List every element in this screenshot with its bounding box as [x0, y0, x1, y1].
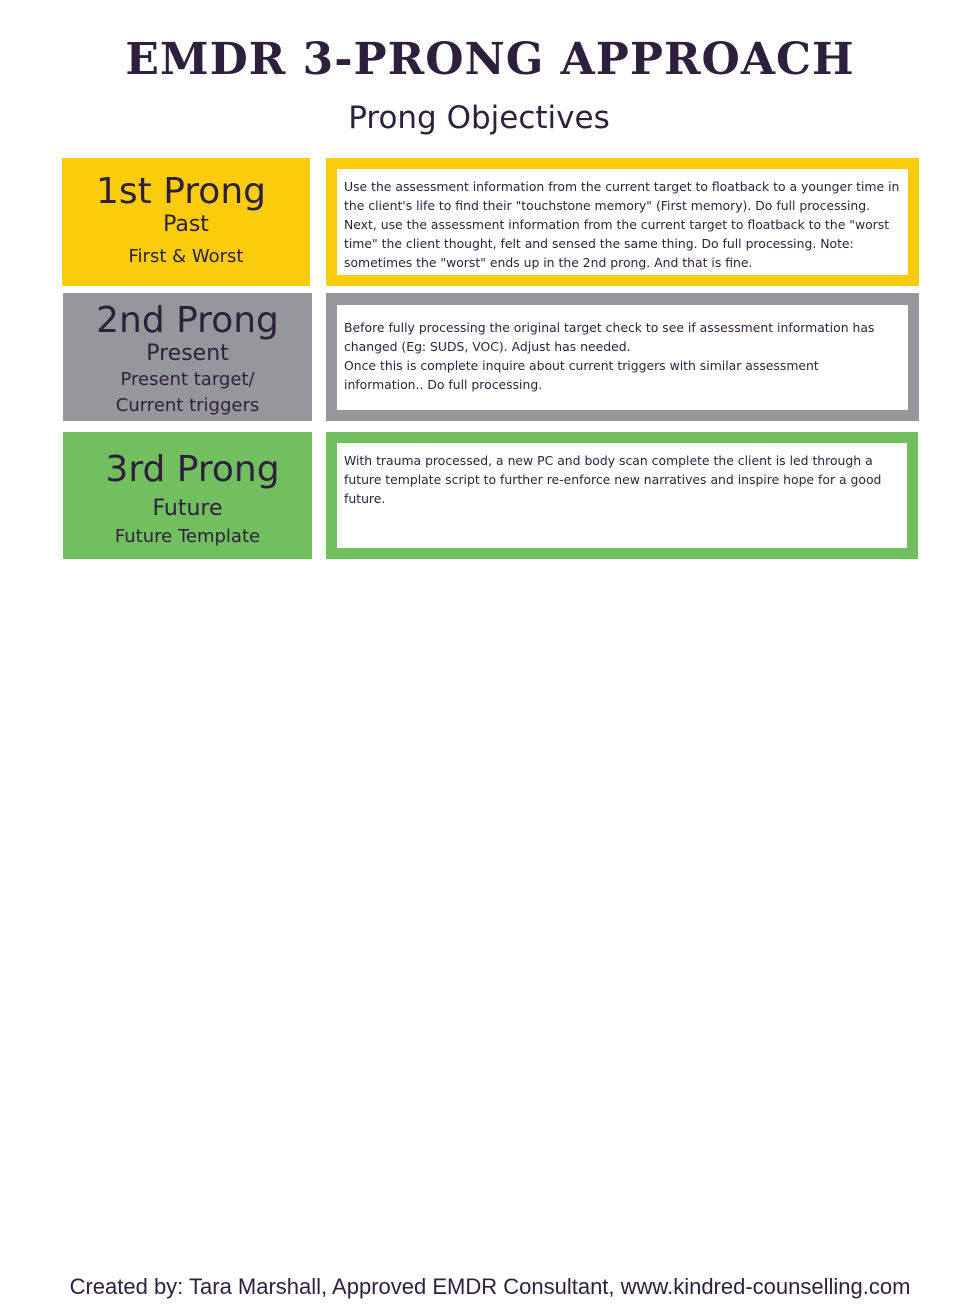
prong-2-paragraph-1: Before fully processing the original target check to see if assessment information has changed (Eg: SUDS, VOC). Adjust has needed.: [344, 320, 875, 354]
page-title: EMDR 3-PRONG APPROACH: [125, 34, 855, 85]
prong-1-detail: First & Worst: [128, 246, 244, 267]
prong-1-description-box: [326, 158, 919, 286]
prong-2-heading: 2nd Prong: [96, 300, 279, 341]
prong-3-description-box: [326, 432, 918, 559]
prong-1-heading: 1st Prong: [96, 171, 266, 212]
prong-3-paragraph-1: With trauma processed, a new PC and body scan complete the client is led through a future template script to further re-enforce new narratives and inspire hope for a good future.: [344, 453, 882, 506]
prong-2-subheading: Present: [146, 341, 229, 366]
prong-2-description-box: [326, 293, 919, 421]
prong-1-paragraph-2: Next, use the assessment information from the current target to floatback to the "worst time" the client thought, felt and sensed the same thing. Do full processing. Note: sometimes the "worst" ends up in the 2nd prong. And that is fine.: [344, 217, 890, 270]
prong-2-label-box: [63, 293, 312, 421]
prong-2-paragraph-2: Once this is complete inquire about current triggers with similar assessment information.. Do full processing.: [344, 358, 819, 392]
footer-credit: Created by: Tara Marshall, Approved EMDR Consultant, www.kindred-counselling.com: [69, 1274, 911, 1299]
prong-3-heading: 3rd Prong: [105, 449, 280, 490]
prong-3-subheading: Future: [152, 496, 223, 521]
prong-1-label-box: [62, 158, 310, 286]
prong-2-detail: Present target/ Current triggers: [115, 369, 260, 416]
prong-3-detail: Future Template: [114, 526, 261, 547]
prong-1-paragraph-1: Use the assessment information from the current target to floatback to a younger time in the client's life to find their "touchstone memory" (First memory). Do full processing.: [344, 179, 900, 213]
prong-3-label-box: [63, 432, 312, 559]
page-subtitle: Prong Objectives: [348, 100, 610, 136]
prong-1-subheading: Past: [163, 212, 209, 237]
